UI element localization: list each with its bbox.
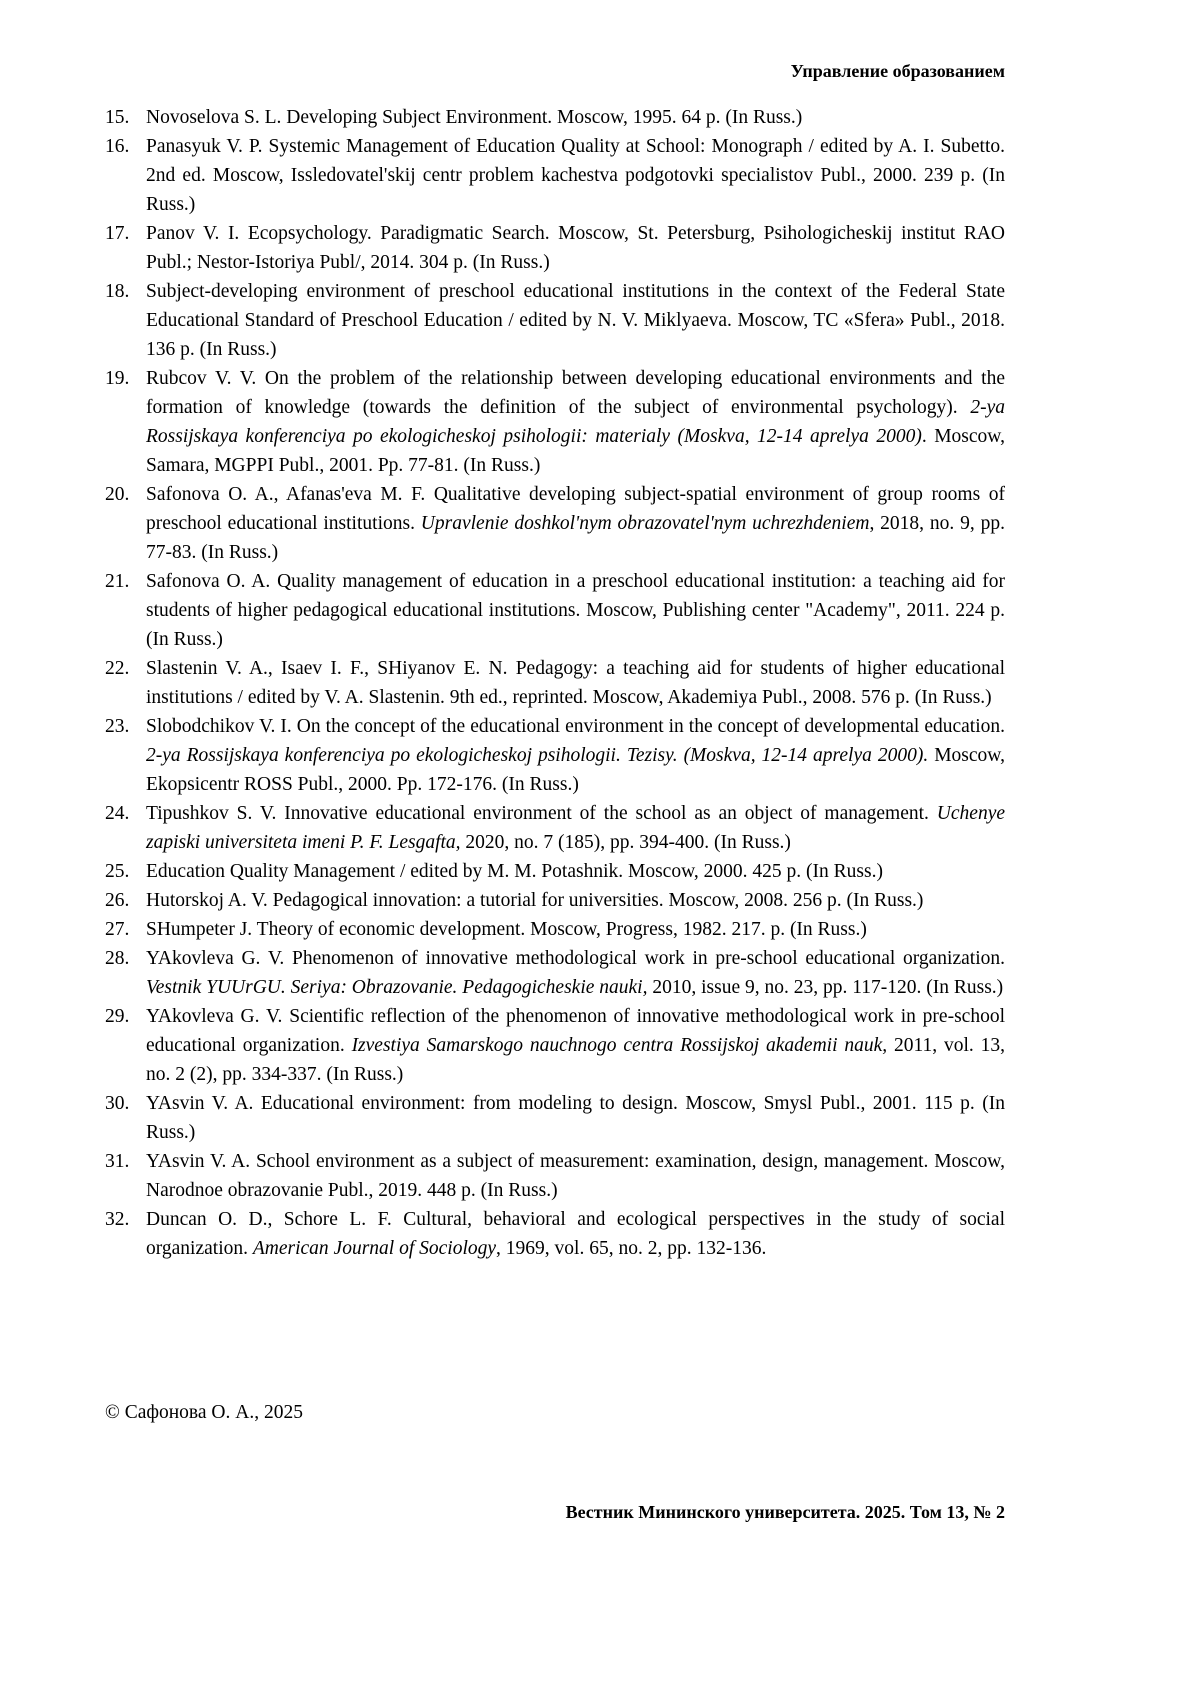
reference-text: SHumpeter J. Theory of economic development. Moscow, Progress, 1982. 217. p. (In Russ.): [146, 919, 867, 940]
reference-item: [105, 712, 1005, 799]
reference-number: 17.: [105, 223, 130, 244]
reference-text: Hutorskoj A. V. Pedagogical innovation: a tutorial for universities. Moscow, 2008. 256 p. (In Russ.): [146, 890, 924, 911]
reference-text: Slobodchikov V. I. On the concept of the educational environment in the concept of developmental education. 2-ya Rossijskaya konferenciya po ekologicheskoj psihologii. Tezisy. (Moskva, 12-14 aprelya 2000). Moscow, Ekopsicentr ROSS Publ., 2000. Pp. 172-176. (In Russ.): [146, 716, 1005, 795]
reference-item: [105, 799, 1005, 857]
reference-number: 20.: [105, 484, 130, 505]
reference-item: [105, 1147, 1005, 1205]
reference-number: 24.: [105, 803, 130, 824]
reference-item: [105, 219, 1005, 277]
reference-text: Safonova O. A. Quality management of education in a preschool educational institution: a teaching aid for students of higher pedagogical educational institutions. Moscow, Publishing center "Academy", 2011. 224 p. (In Russ.): [146, 571, 1005, 650]
reference-text: Rubcov V. V. On the problem of the relationship between developing educational environments and the formation of knowledge (towards the definition of the subject of environmental psychology). 2-ya Rossijskaya konferenciya po ekologicheskoj psihologii: materialy (Moskva, 12-14 aprelya 2000). Moscow, Samara, MGPPI Publ., 2001. Pp. 77-81. (In Russ.): [146, 368, 1005, 476]
reference-item: [105, 567, 1005, 654]
reference-number: 16.: [105, 136, 130, 157]
reference-text: YAsvin V. A. Educational environment: from modeling to design. Moscow, Smysl Publ., 2001. 115 p. (In Russ.): [146, 1093, 1005, 1143]
reference-number: 31.: [105, 1151, 130, 1172]
running-head-section-title: Управление образованием: [790, 61, 1005, 81]
reference-number: 15.: [105, 107, 130, 128]
reference-item: [105, 857, 1005, 886]
reference-item: [105, 915, 1005, 944]
reference-number: 29.: [105, 1006, 130, 1027]
reference-text: Panov V. I. Ecopsychology. Paradigmatic Search. Moscow, St. Petersburg, Psihologicheskij institut RAO Publ.; Nestor-Istoriya Publ/, 2014. 304 p. (In Russ.): [146, 223, 1005, 273]
reference-number: 26.: [105, 890, 130, 911]
reference-item: [105, 364, 1005, 480]
reference-number: 27.: [105, 919, 130, 940]
reference-item: [105, 1089, 1005, 1147]
reference-number: 28.: [105, 948, 130, 969]
reference-text: YAkovleva G. V. Phenomenon of innovative methodological work in pre-school educational organization. Vestnik YUUrGU. Seriya: Obrazovanie. Pedagogicheskie nauki, 2010, issue 9, no. 23, pp. 117-120. (In Russ.): [146, 948, 1005, 998]
reference-text: Education Quality Management / edited by M. M. Potashnik. Moscow, 2000. 425 p. (In Russ.): [146, 861, 883, 882]
reference-item: [105, 886, 1005, 915]
reference-number: 25.: [105, 861, 130, 882]
reference-text: Panasyuk V. P. Systemic Management of Education Quality at School: Monograph / edited by A. I. Subetto. 2nd ed. Moscow, Issledovatel'skij centr problem kachestva podgotovki specialistov Publ., 2000. 239 p. (In Russ.): [146, 136, 1005, 215]
reference-text: Duncan O. D., Schore L. F. Cultural, behavioral and ecological perspectives in the study of social organization. American Journal of Sociology, 1969, vol. 65, no. 2, pp. 132-136.: [146, 1209, 1005, 1259]
reference-list: [105, 103, 1005, 1263]
reference-item: [105, 132, 1005, 219]
reference-item: [105, 654, 1005, 712]
reference-text: Novoselova S. L. Developing Subject Environment. Moscow, 1995. 64 p. (In Russ.): [146, 107, 803, 128]
reference-number: 23.: [105, 716, 130, 737]
reference-text: Safonova O. A., Afanas'eva M. F. Qualitative developing subject-spatial environment of group rooms of preschool educational institutions. Upravlenie doshkol'nym obrazovatel'nym uchrezhdeniem, 2018, no. 9, pp. 77-83. (In Russ.): [146, 484, 1005, 563]
reference-number: 30.: [105, 1093, 130, 1114]
page-content: [105, 0, 1005, 1263]
reference-number: 19.: [105, 368, 130, 389]
reference-item: [105, 1002, 1005, 1089]
reference-text: YAkovleva G. V. Scientific reflection of the phenomenon of innovative methodological work in pre-school educational organization. Izvestiya Samarskogo nauchnogo centra Rossijskoj akademii nauk, 2011, vol. 13, no. 2 (2), pp. 334-337. (In Russ.): [146, 1006, 1005, 1085]
reference-number: 21.: [105, 571, 130, 592]
reference-item: [105, 480, 1005, 567]
reference-text: Slastenin V. A., Isaev I. F., SHiyanov E. N. Pedagogy: a teaching aid for students of higher educational institutions / edited by V. A. Slastenin. 9th ed., reprinted. Moscow, Akademiya Publ., 2008. 576 p. (In Russ.): [146, 658, 1005, 708]
reference-item: [105, 277, 1005, 364]
reference-item: [105, 103, 1005, 132]
reference-number: 22.: [105, 658, 130, 679]
reference-number: 18.: [105, 281, 130, 302]
reference-text: Subject-developing environment of preschool educational institutions in the context of the Federal State Educational Standard of Preschool Education / edited by N. V. Miklyaeva. Moscow, TC «Sfera» Publ., 2018. 136 p. (In Russ.): [146, 281, 1005, 360]
reference-item: [105, 1205, 1005, 1263]
reference-item: [105, 944, 1005, 1002]
reference-text: Tipushkov S. V. Innovative educational environment of the school as an object of management. Uchenye zapiski universiteta imeni P. F. Lesgafta, 2020, no. 7 (185), pp. 394-400. (In Russ.): [146, 803, 1005, 853]
reference-number: 32.: [105, 1209, 130, 1230]
journal-citation-footer: Вестник Мининского университета. 2025. Том 13, № 2: [565, 1502, 1005, 1522]
reference-text: YAsvin V. A. School environment as a subject of measurement: examination, design, management. Moscow, Narodnoe obrazovanie Publ., 2019. 448 p. (In Russ.): [146, 1151, 1005, 1201]
copyright-line: © Сафонова О. А., 2025: [105, 1402, 303, 1423]
